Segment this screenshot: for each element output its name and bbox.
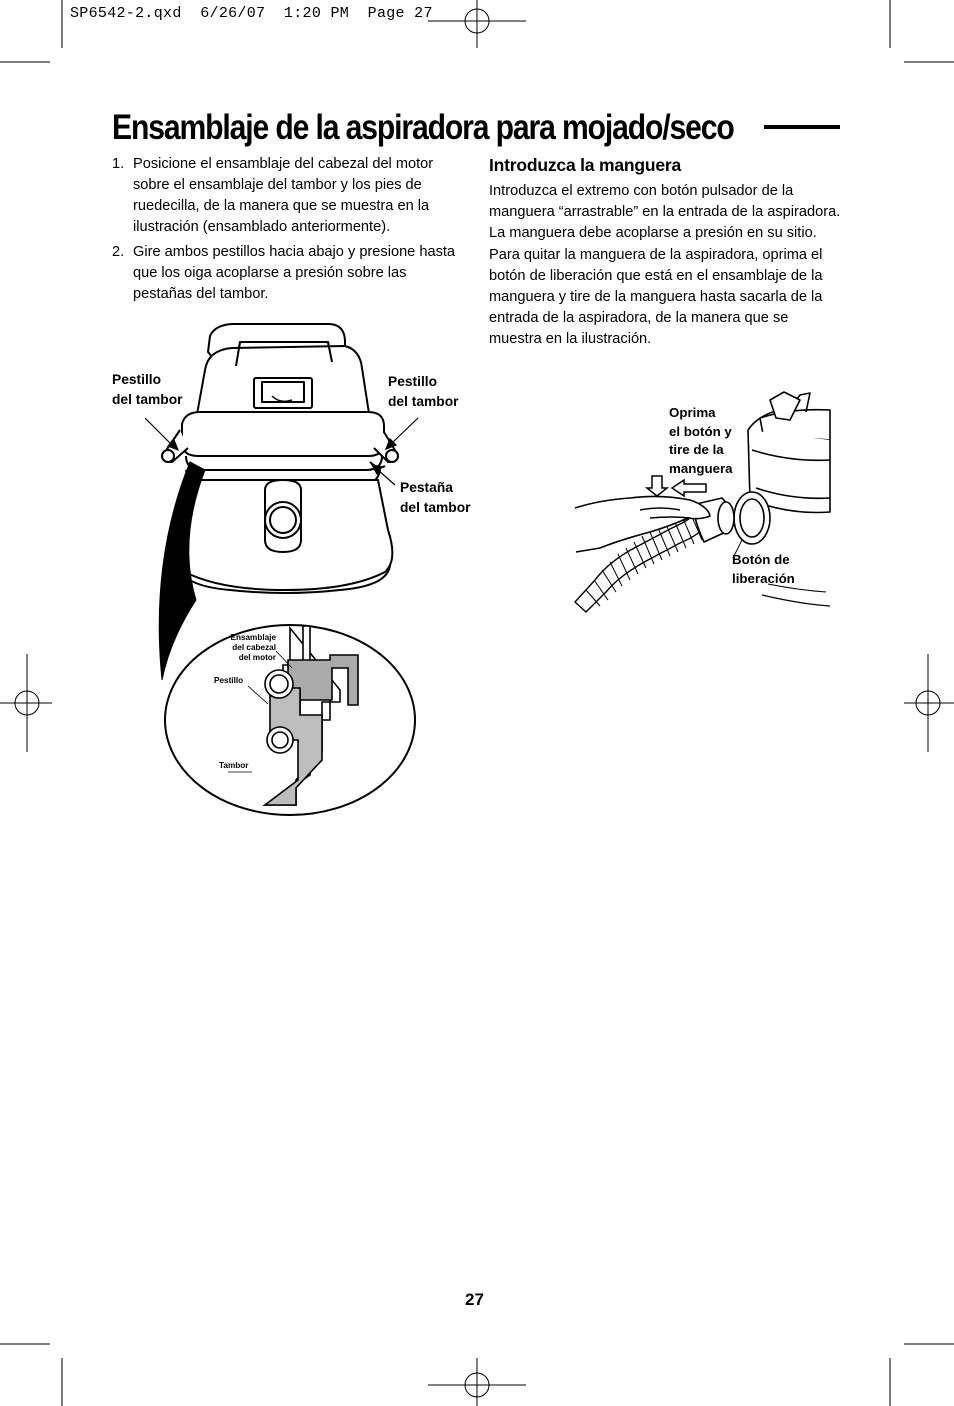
step-number: 1. — [112, 156, 125, 172]
label-drum-tab: Pestaña del tambor — [400, 480, 471, 515]
page-title: Ensamblaje de la aspiradora para mojado/seco — [112, 108, 734, 147]
printer-slug: SP6542-2.qxd 6/26/07 1:20 PM Page 27 — [70, 5, 433, 22]
hose-section-body: Introduzca el extremo con botón pulsador de la manguera “arrastrable” en la entrada de la aspiradora. La manguera debe acoplarse a presión en su sitio. Para quitar la manguera de la aspiradora, oprima el botón de liberación que está en el ensamblaje de la manguera y tire de la manguera hasta sacarla de la entrada de la aspiradora, de la manera que se muestra en la ilustración. — [489, 183, 841, 348]
step-text: Gire ambos pestillos hacia abajo y presione hasta que los oiga acoplarse a presión sobre las pestañas del tambor. — [133, 244, 456, 302]
step-number: 2. — [112, 244, 125, 260]
step-text: Posicione el ensamblaje del cabezal del motor sobre el ensamblaje del tambor y los pies de ruedecilla, de la manera que se muestra en la ilustración (ensamblado anteriormente). — [133, 156, 434, 235]
detail-label-drum: Tambor — [219, 761, 249, 770]
label-press-and-pull: Oprima el botón y tire de la manguera — [669, 405, 733, 476]
label-latch-right: Pestillo del tambor — [388, 374, 459, 409]
detail-label-motor-head: Ensamblaje del cabezal del motor — [230, 633, 276, 662]
label-latch-left: Pestillo del tambor — [112, 372, 183, 407]
detail-label-latch: Pestillo — [214, 676, 244, 685]
page-number: 27 — [465, 1290, 484, 1309]
hose-section-heading: Introduzca la manguera — [489, 155, 682, 175]
label-release-button: Botón de liberación — [732, 552, 795, 586]
